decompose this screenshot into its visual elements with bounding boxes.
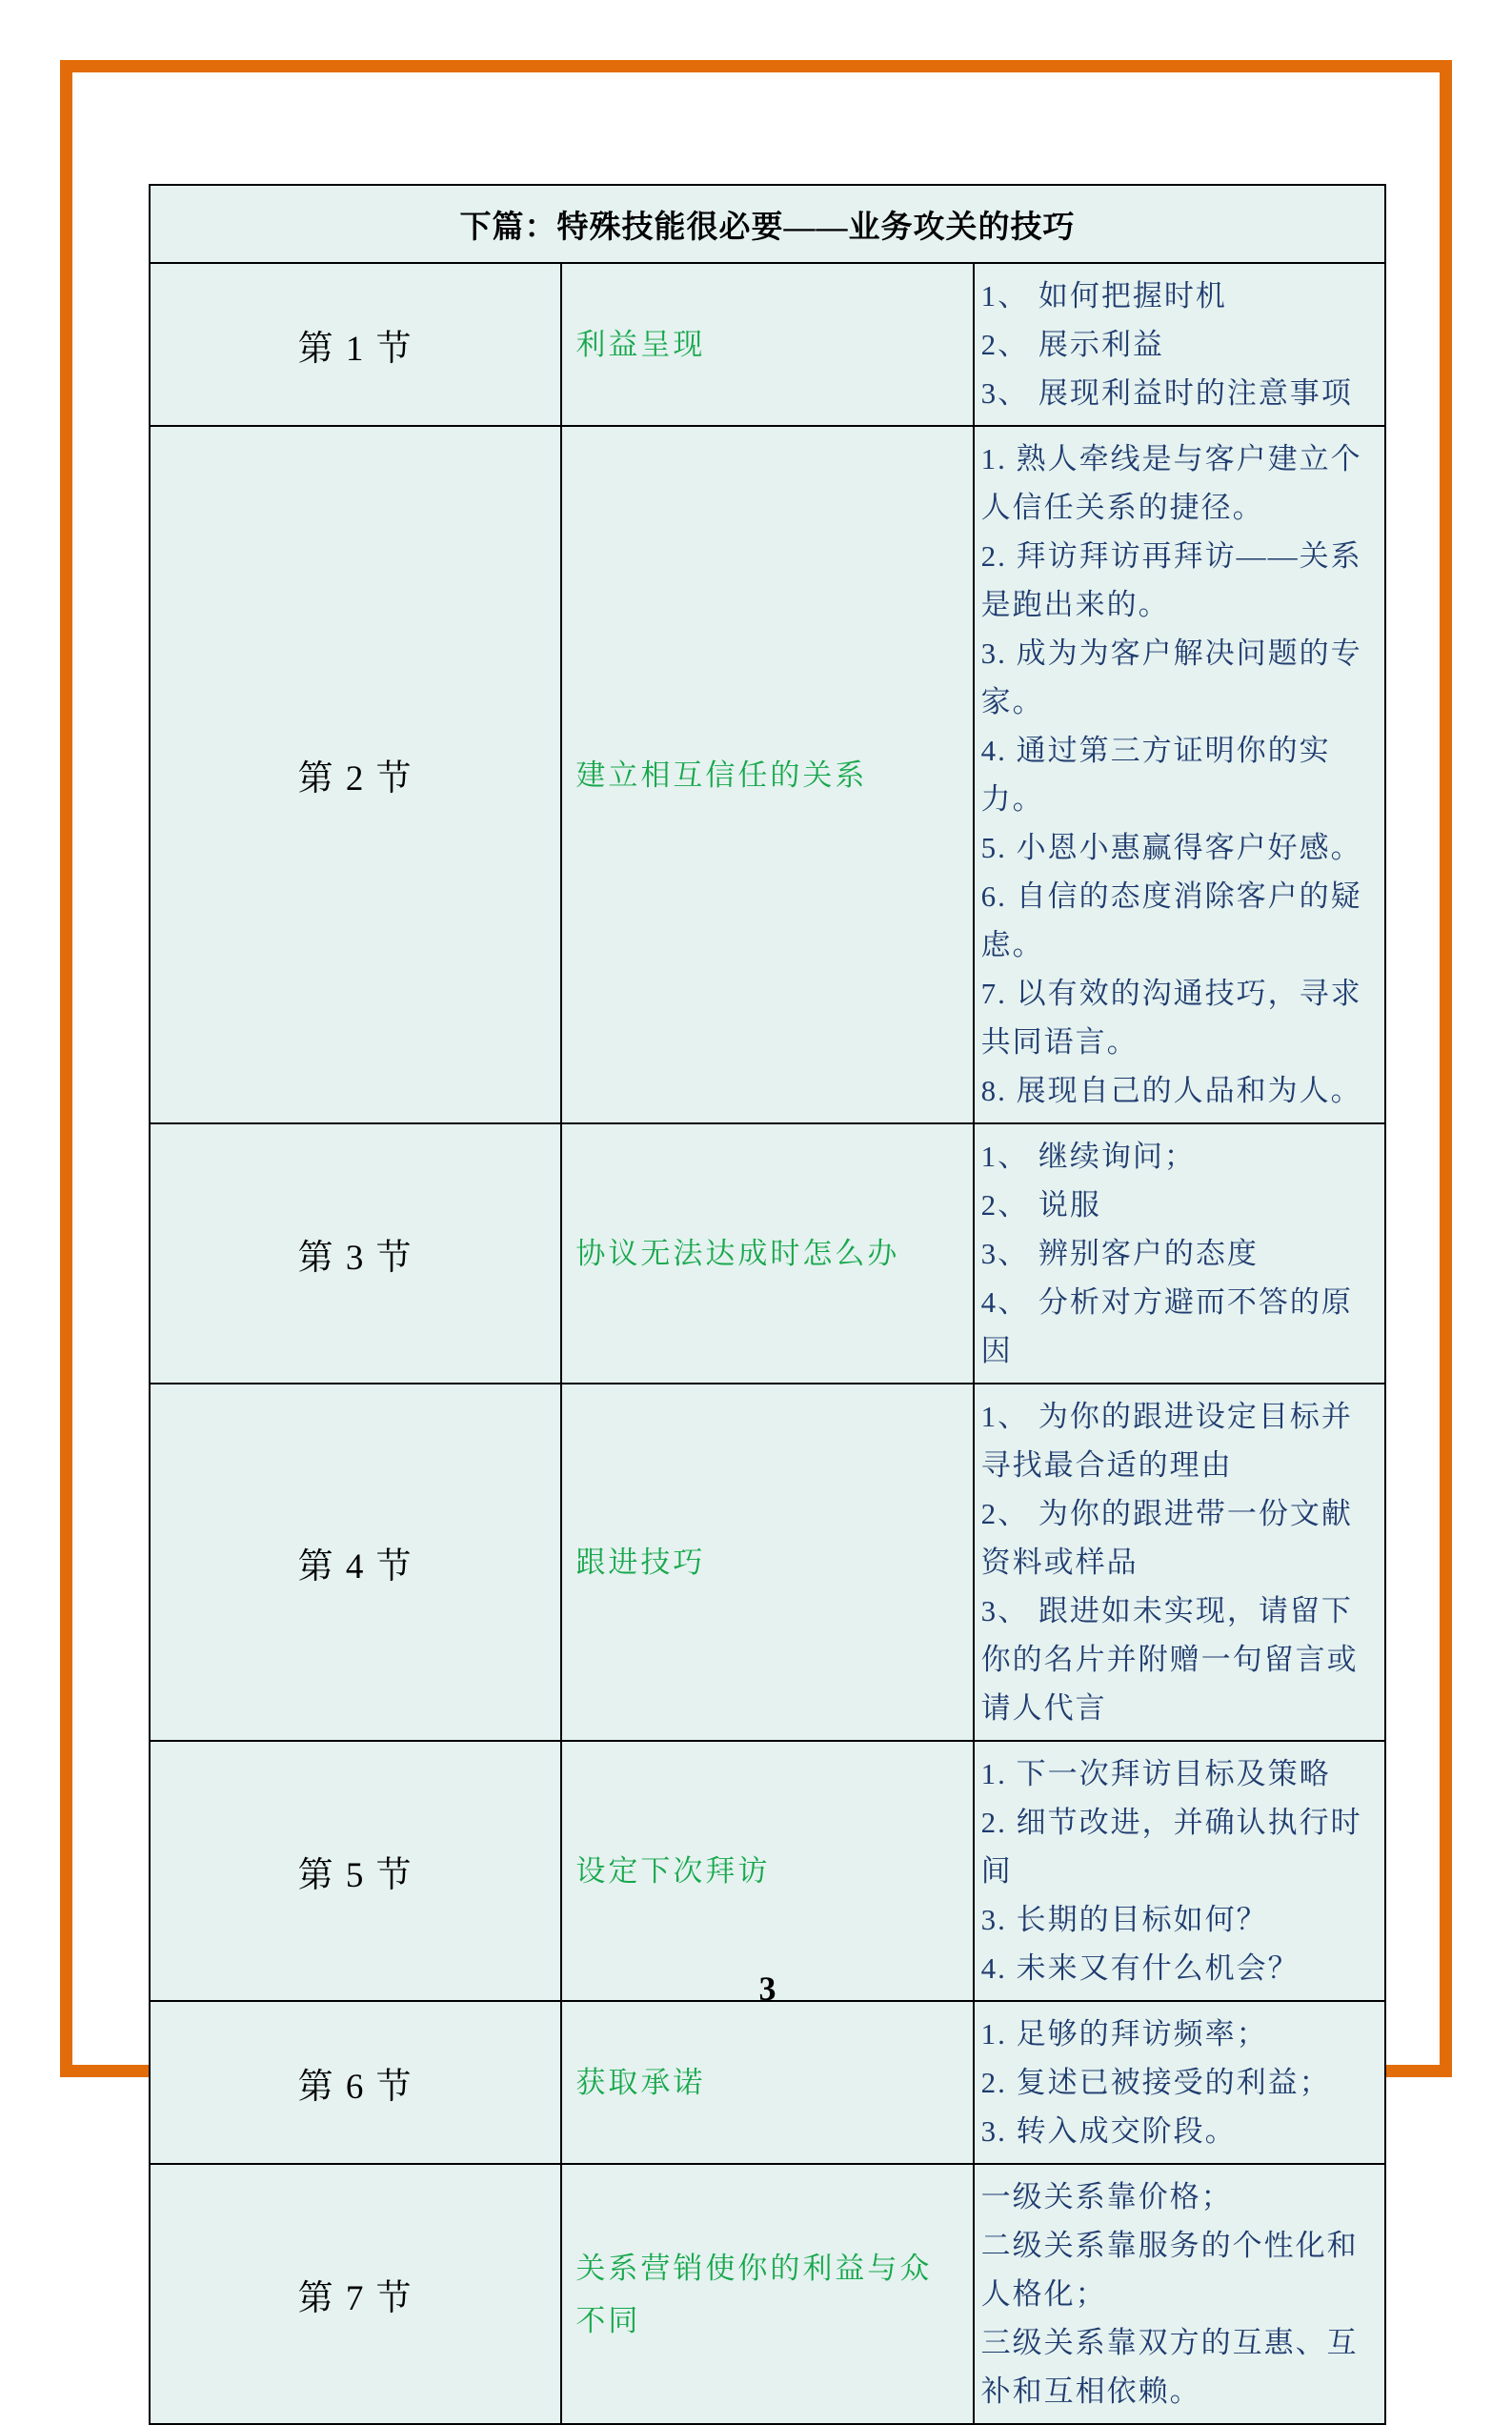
section-cell: 第 4 节 bbox=[150, 1384, 561, 1741]
table-row bbox=[150, 1384, 1385, 1741]
detail-line: 2、 展示利益 bbox=[980, 328, 1164, 361]
table-title: 下篇：特殊技能很必要——业务攻关的技巧 bbox=[150, 185, 1385, 263]
title-cell: 协议无法达成时怎么办 bbox=[561, 1123, 973, 1384]
detail-line: 2. 复述已被接受的利益； bbox=[980, 2066, 1331, 2099]
detail-line: 二级关系靠服务的个性化和人格化； bbox=[980, 2229, 1359, 2311]
section-cell: 第 3 节 bbox=[150, 1123, 561, 1384]
section-cell: 第 2 节 bbox=[150, 426, 561, 1123]
detail-line: 1、 如何把握时机 bbox=[980, 279, 1227, 313]
detail-line: 8. 展现自己的人品和为人。 bbox=[980, 1074, 1362, 1107]
title-cell: 建立相互信任的关系 bbox=[561, 426, 973, 1123]
detail-line: 3. 成为为客户解决问题的专家。 bbox=[980, 637, 1362, 718]
table-row bbox=[150, 426, 1385, 1123]
contents-table bbox=[149, 184, 1386, 2425]
details-cell bbox=[974, 2001, 1385, 2164]
details-cell bbox=[974, 1384, 1385, 1741]
details-cell bbox=[974, 426, 1385, 1123]
section-cell: 第 5 节 bbox=[150, 1741, 561, 2001]
detail-line: 1. 熟人牵线是与客户建立个人信任关系的捷径。 bbox=[980, 442, 1362, 524]
detail-line: 3. 转入成交阶段。 bbox=[980, 2114, 1237, 2148]
section-cell: 第 7 节 bbox=[150, 2164, 561, 2424]
title-cell: 利益呈现 bbox=[561, 263, 973, 426]
detail-line: 4、 分析对方避而不答的原因 bbox=[980, 1285, 1353, 1367]
detail-line: 4. 通过第三方证明你的实力。 bbox=[980, 734, 1331, 816]
table-row bbox=[150, 2164, 1385, 2424]
table-header-row bbox=[150, 185, 1385, 263]
detail-line: 3、 跟进如未实现，请留下你的名片并附赠一句留言或请人代言 bbox=[980, 1594, 1359, 1725]
section-cell: 第 6 节 bbox=[150, 2001, 561, 2164]
detail-line: 3、 展现利益时的注意事项 bbox=[980, 376, 1353, 410]
page-number: 3 bbox=[758, 1970, 776, 2008]
details-cell bbox=[974, 263, 1385, 426]
title-cell: 获取承诺 bbox=[561, 2001, 973, 2164]
details-cell bbox=[974, 2164, 1385, 2424]
detail-line: 4. 未来又有什么机会？ bbox=[980, 1951, 1300, 1985]
detail-line: 1. 下一次拜访目标及策略 bbox=[980, 1757, 1331, 1790]
detail-line: 1、 为你的跟进设定目标并寻找最合适的理由 bbox=[980, 1400, 1353, 1482]
detail-line: 1、 继续询问； bbox=[980, 1140, 1196, 1173]
detail-line: 2. 细节改进，并确认执行时间 bbox=[980, 1806, 1362, 1888]
detail-line: 2. 拜访拜访再拜访——关系是跑出来的。 bbox=[980, 539, 1362, 621]
table-row bbox=[150, 2001, 1385, 2164]
table-row bbox=[150, 263, 1385, 426]
section-cell: 第 1 节 bbox=[150, 263, 561, 426]
detail-line: 6. 自信的态度消除客户的疑虑。 bbox=[980, 879, 1362, 961]
detail-line: 5. 小恩小惠赢得客户好感。 bbox=[980, 831, 1362, 864]
detail-line: 三级关系靠双方的互惠、互补和互相依赖。 bbox=[980, 2326, 1359, 2408]
title-cell: 跟进技巧 bbox=[561, 1384, 973, 1741]
table-body bbox=[150, 185, 1385, 2424]
detail-line: 2、 为你的跟进带一份文献资料或样品 bbox=[980, 1497, 1353, 1579]
detail-line: 1. 足够的拜访频率； bbox=[980, 2017, 1268, 2051]
detail-line: 3. 长期的目标如何？ bbox=[980, 1903, 1268, 1936]
detail-line: 一级关系靠价格； bbox=[980, 2180, 1233, 2213]
table-row bbox=[150, 1741, 1385, 2001]
details-cell bbox=[974, 1741, 1385, 2001]
title-cell: 设定下次拜访 bbox=[561, 1741, 973, 2001]
detail-line: 2、 说服 bbox=[980, 1188, 1101, 1222]
detail-line: 7. 以有效的沟通技巧，寻求共同语言。 bbox=[980, 977, 1362, 1059]
details-cell bbox=[974, 1123, 1385, 1384]
title-cell: 关系营销使你的利益与众不同 bbox=[561, 2164, 973, 2424]
detail-line: 3、 辨别客户的态度 bbox=[980, 1237, 1259, 1270]
table-row bbox=[150, 1123, 1385, 1384]
